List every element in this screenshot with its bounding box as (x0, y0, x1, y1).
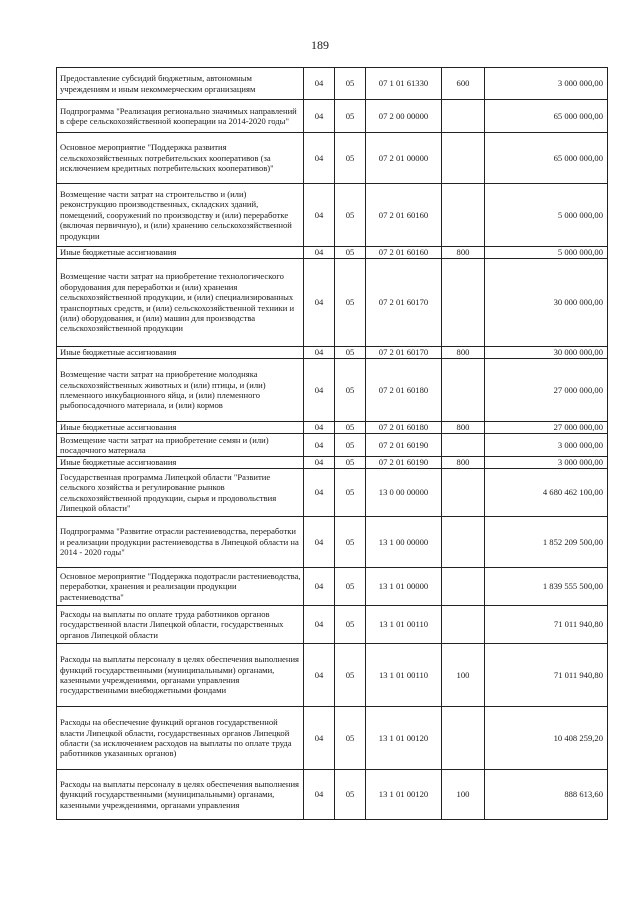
budget-item-name: Расходы на выплаты персоналу в целях обеспечения выполнения функций государственными (муниципальными) органами, казенными учреждениями, органами управления государственными внебюджетными фондами (57, 644, 304, 707)
expense-type-code: 800 (442, 347, 485, 359)
table-row (57, 644, 608, 707)
amount: 3 000 000,00 (485, 457, 608, 469)
subsection-code: 05 (335, 259, 366, 347)
table-row (57, 247, 608, 259)
budget-item-name: Расходы на выплаты персоналу в целях обеспечения выполнения функций государственными (муниципальными) органами, казенными учреждениями, органами управления (57, 770, 304, 820)
budget-item-name: Иные бюджетные ассигнования (57, 347, 304, 359)
table-row (57, 422, 608, 434)
budget-item-name: Основное мероприятие "Поддержка развития сельскохозяйственных потребительских кооперативов (за исключением кредитных потребительских кооперативов)" (57, 133, 304, 184)
target-article-code: 07 2 01 60160 (366, 184, 442, 247)
budget-item-name: Основное мероприятие "Поддержка подотрасли растениеводства, переработки, хранения и реализации продукции растениеводства" (57, 568, 304, 606)
amount: 3 000 000,00 (485, 434, 608, 457)
amount: 30 000 000,00 (485, 347, 608, 359)
subsection-code: 05 (335, 770, 366, 820)
subsection-code: 05 (335, 568, 366, 606)
table-row (57, 457, 608, 469)
table-row (57, 100, 608, 133)
table-row (57, 259, 608, 347)
table-row (57, 359, 608, 422)
amount: 30 000 000,00 (485, 259, 608, 347)
budget-item-name: Иные бюджетные ассигнования (57, 457, 304, 469)
subsection-code: 05 (335, 457, 366, 469)
amount: 5 000 000,00 (485, 247, 608, 259)
budget-item-name: Государственная программа Липецкой области "Развитие сельского хозяйства и регулирование рынков сельскохозяйственной продукции, сырья и продовольствия Липецкой области" (57, 469, 304, 517)
amount: 3 000 000,00 (485, 68, 608, 100)
expense-type-code: 600 (442, 68, 485, 100)
target-article-code: 07 2 01 00000 (366, 133, 442, 184)
budget-item-name: Возмещение части затрат на приобретение технологического оборудования для переработки и (или) хранения сельскохозяйственной продукции, и (или) специализированных транспортных средств, и (или) сельскохозяйственной техники и (или) оборудования, и (или) машин для производства сельскохозяйственной продукции (57, 259, 304, 347)
amount: 4 680 462 100,00 (485, 469, 608, 517)
amount: 888 613,60 (485, 770, 608, 820)
amount: 1 839 555 500,00 (485, 568, 608, 606)
section-code: 04 (304, 422, 335, 434)
subsection-code: 05 (335, 707, 366, 770)
expense-type-code: 800 (442, 422, 485, 434)
table-row (57, 184, 608, 247)
table-row (57, 770, 608, 820)
amount: 71 011 940,80 (485, 606, 608, 644)
table-row (57, 568, 608, 606)
table-row (57, 606, 608, 644)
subsection-code: 05 (335, 133, 366, 184)
section-code: 04 (304, 517, 335, 568)
expense-type-code (442, 259, 485, 347)
target-article-code: 13 1 01 00120 (366, 707, 442, 770)
expense-type-code: 800 (442, 247, 485, 259)
subsection-code: 05 (335, 359, 366, 422)
subsection-code: 05 (335, 434, 366, 457)
expense-type-code: 800 (442, 457, 485, 469)
section-code: 04 (304, 606, 335, 644)
subsection-code: 05 (335, 247, 366, 259)
section-code: 04 (304, 457, 335, 469)
target-article-code: 07 2 01 60180 (366, 359, 442, 422)
subsection-code: 05 (335, 517, 366, 568)
table-row (57, 434, 608, 457)
expense-type-code (442, 359, 485, 422)
budget-item-name: Подпрограмма "Реализация регионально значимых направлений в сфере сельскохозяйственной кооперации на 2014-2020 годы" (57, 100, 304, 133)
section-code: 04 (304, 770, 335, 820)
target-article-code: 13 0 00 00000 (366, 469, 442, 517)
table-body (57, 68, 608, 820)
table-row (57, 133, 608, 184)
expense-type-code (442, 568, 485, 606)
expense-type-code (442, 133, 485, 184)
budget-item-name: Возмещение части затрат на приобретение молодняка сельскохозяйственных животных и (или) птицы, и (или) племенного инкубационного яйца, и (или) племенного рыбопосадочного материала, и (или) кормов (57, 359, 304, 422)
section-code: 04 (304, 347, 335, 359)
expense-type-code (442, 606, 485, 644)
table-row (57, 707, 608, 770)
target-article-code: 07 2 01 60160 (366, 247, 442, 259)
target-article-code: 13 1 00 00000 (366, 517, 442, 568)
amount: 65 000 000,00 (485, 133, 608, 184)
expense-type-code (442, 707, 485, 770)
subsection-code: 05 (335, 347, 366, 359)
target-article-code: 07 2 01 60170 (366, 259, 442, 347)
section-code: 04 (304, 184, 335, 247)
target-article-code: 07 2 01 60190 (366, 457, 442, 469)
target-article-code: 07 2 01 60180 (366, 422, 442, 434)
budget-item-name: Иные бюджетные ассигнования (57, 247, 304, 259)
budget-item-name: Расходы на обеспечение функций органов государственной власти Липецкой области, государственных органов Липецкой области (за исключением расходов на выплаты по оплате труда работников указанных органов) (57, 707, 304, 770)
section-code: 04 (304, 259, 335, 347)
budget-item-name: Подпрограмма "Развитие отрасли растениеводства, переработки и реализации продукции растениеводства в Липецкой области на 2014 - 2020 годы" (57, 517, 304, 568)
section-code: 04 (304, 568, 335, 606)
amount: 5 000 000,00 (485, 184, 608, 247)
subsection-code: 05 (335, 606, 366, 644)
amount: 1 852 209 500,00 (485, 517, 608, 568)
budget-item-name: Иные бюджетные ассигнования (57, 422, 304, 434)
table-row (57, 347, 608, 359)
expense-type-code (442, 517, 485, 568)
amount: 71 011 940,80 (485, 644, 608, 707)
section-code: 04 (304, 707, 335, 770)
table-row (57, 517, 608, 568)
table-row (57, 469, 608, 517)
section-code: 04 (304, 68, 335, 100)
amount: 27 000 000,00 (485, 422, 608, 434)
target-article-code: 07 1 01 61330 (366, 68, 442, 100)
section-code: 04 (304, 133, 335, 184)
subsection-code: 05 (335, 68, 366, 100)
amount: 10 408 259,20 (485, 707, 608, 770)
expense-type-code (442, 184, 485, 247)
target-article-code: 07 2 01 60170 (366, 347, 442, 359)
section-code: 04 (304, 359, 335, 422)
subsection-code: 05 (335, 469, 366, 517)
section-code: 04 (304, 469, 335, 517)
target-article-code: 13 1 01 00110 (366, 606, 442, 644)
budget-item-name: Расходы на выплаты по оплате труда работников органов государственной власти Липецкой области, государственных органов Липецкой области (57, 606, 304, 644)
target-article-code: 13 1 01 00110 (366, 644, 442, 707)
section-code: 04 (304, 644, 335, 707)
target-article-code: 07 2 00 00000 (366, 100, 442, 133)
target-article-code: 13 1 01 00000 (366, 568, 442, 606)
expense-type-code: 100 (442, 770, 485, 820)
page-number: 189 (311, 38, 329, 52)
budget-item-name: Возмещение части затрат на строительство и (или) реконструкцию производственных, складских зданий, помещений, сооружений по производству и (или) переработке (включая первичную), и (или) хранению сельскохозяйственной продукции (57, 184, 304, 247)
budget-allocation-table (56, 67, 608, 820)
subsection-code: 05 (335, 422, 366, 434)
section-code: 04 (304, 100, 335, 133)
target-article-code: 07 2 01 60190 (366, 434, 442, 457)
subsection-code: 05 (335, 100, 366, 133)
subsection-code: 05 (335, 184, 366, 247)
expense-type-code: 100 (442, 644, 485, 707)
expense-type-code (442, 434, 485, 457)
table-row (57, 68, 608, 100)
expense-type-code (442, 469, 485, 517)
amount: 65 000 000,00 (485, 100, 608, 133)
subsection-code: 05 (335, 644, 366, 707)
expense-type-code (442, 100, 485, 133)
budget-item-name: Предоставление субсидий бюджетным, автономным учреждениям и иным некоммерческим организациям (57, 68, 304, 100)
budget-item-name: Возмещение части затрат на приобретение семян и (или) посадочного материала (57, 434, 304, 457)
target-article-code: 13 1 01 00120 (366, 770, 442, 820)
amount: 27 000 000,00 (485, 359, 608, 422)
section-code: 04 (304, 247, 335, 259)
section-code: 04 (304, 434, 335, 457)
